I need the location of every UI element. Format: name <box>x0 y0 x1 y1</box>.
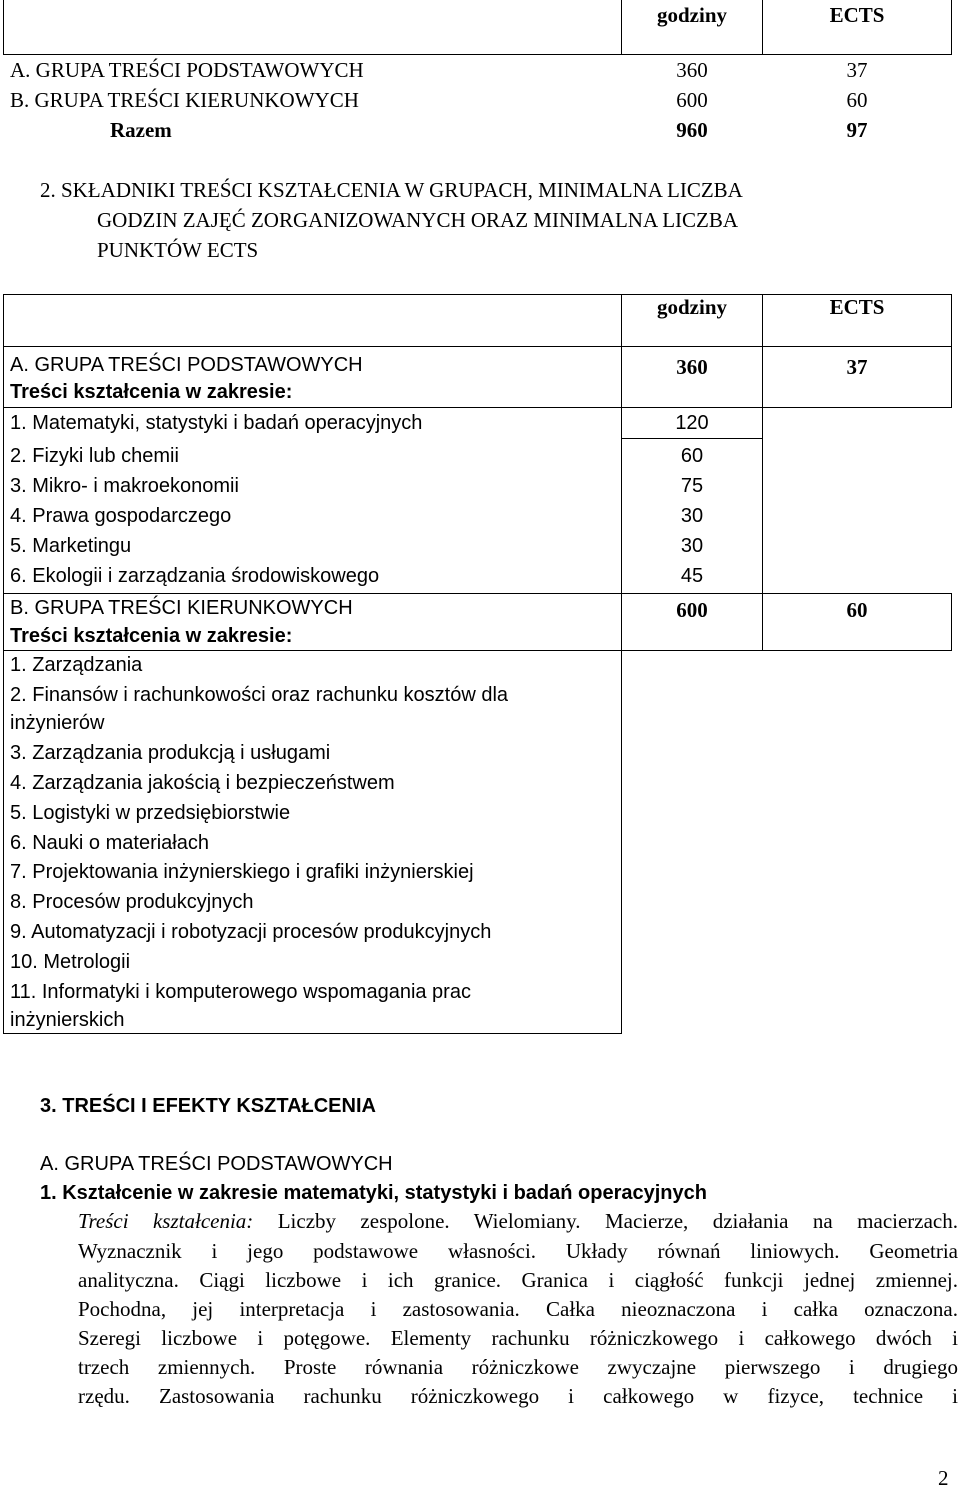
section3-subsection-title: 1. Kształcenie w zakresie matematyki, statystyki i badań operacyjnych <box>40 1182 707 1204</box>
table2-groupA-title: A. GRUPA TREŚCI PODSTAWOWYCH <box>10 354 363 376</box>
table1-header-ects: ECTS <box>829 3 885 27</box>
list-item: 4. Prawa gospodarczego <box>10 505 232 527</box>
list-item-hours: 45 <box>680 565 704 587</box>
section3-paragraph-line: analityczna. Ciągi liczbowe i ich granice. Granica i ciągłość funkcji jednej zmiennej. <box>78 1268 958 1292</box>
section3-paragraph-line: Treści kształcenia: Liczby zespolone. Wielomiany. Macierze, działania na macierzach. <box>78 1209 958 1233</box>
section2-title-line1: 2. SKŁADNIKI TREŚCI KSZTAŁCENIA W GRUPACH, MINIMALNA LICZBA <box>40 178 743 202</box>
list-item: 5. Logistyki w przedsiębiorstwie <box>10 802 291 824</box>
section2-title-line2: GODZIN ZAJĘĆ ZORGANIZOWANYCH ORAZ MINIMALNA LICZBA <box>97 208 739 232</box>
table2-groupA-godziny: 360 <box>676 355 708 379</box>
list-item: 5. Marketingu <box>10 535 132 557</box>
list-item: 9. Automatyzacji i robotyzacji procesów produkcyjnych <box>10 921 492 943</box>
section3-paragraph-line: Szeregi liczbowe i potęgowe. Elementy rachunku różniczkowego i całkowego dwóch i <box>78 1326 958 1350</box>
list-item: 4. Zarządzania jakością i bezpieczeństwem <box>10 772 395 794</box>
list-item: 6. Ekologii i zarządzania środowiskowego <box>10 565 380 587</box>
table1-header-godziny: godziny <box>656 3 727 27</box>
section3-paragraph-line: trzech zmiennych. Proste równania różniczkowe zwyczajne pierwszego i drugiego <box>78 1355 958 1379</box>
section3-paragraph-line: Wyznacznik i jego podstawowe własności. Układy równań liniowych. Geometria <box>78 1239 958 1263</box>
table2-groupB-godziny: 600 <box>676 598 708 622</box>
list-item-hours: 30 <box>680 535 704 557</box>
list-item: 3. Mikro- i makroekonomii <box>10 475 239 497</box>
list-item-hours: 30 <box>680 505 704 527</box>
table1-row-b-godziny: 600 <box>676 88 708 112</box>
list-item: 7. Projektowania inżynierskiego i grafiki inżynierskiej <box>10 861 474 883</box>
section3-lead-italic: Treści kształcenia: <box>78 1209 254 1233</box>
table1-row-a-ects: 37 <box>846 58 868 82</box>
list-item: 3. Zarządzania produkcją i usługami <box>10 742 331 764</box>
table1-row-total-ects: 97 <box>846 118 868 142</box>
list-item: 1. Zarządzania <box>10 654 143 676</box>
list-item-hours: 60 <box>680 445 704 467</box>
table2-groupB-subtitle: Treści kształcenia w zakresie: <box>10 625 293 647</box>
row-divider <box>621 438 763 439</box>
table1-label-column <box>3 0 622 55</box>
table2-groupB-title: B. GRUPA TREŚCI KIERUNKOWYCH <box>10 597 353 619</box>
section3-paragraph-line: rzędu. Zastosowania rachunku różniczkowego i całkowego w fizyce, technice i <box>78 1384 958 1408</box>
list-item: 8. Procesów produkcyjnych <box>10 891 254 913</box>
table1-row-a-godziny: 360 <box>676 58 708 82</box>
table2-header-ects: ECTS <box>829 295 885 319</box>
section3-group-title: A. GRUPA TREŚCI PODSTAWOWYCH <box>40 1153 393 1175</box>
list-item-hours: 75 <box>680 475 704 497</box>
table1-row-total-godziny: 960 <box>676 118 708 142</box>
table1-row-b-label: B. GRUPA TREŚCI KIERUNKOWYCH <box>10 88 359 112</box>
table1-row-a-label: A. GRUPA TREŚCI PODSTAWOWYCH <box>10 58 364 82</box>
list-item: 2. Finansów i rachunkowości oraz rachunku kosztów dla <box>10 684 509 706</box>
list-item: inżynierów <box>10 712 105 734</box>
list-item: inżynierskich <box>10 1009 125 1031</box>
list-item: 10. Metrologii <box>10 951 131 973</box>
page-number: 2 <box>938 1466 949 1490</box>
section3-title: 3. TREŚCI I EFEKTY KSZTAŁCENIA <box>40 1095 376 1117</box>
table1-row-b-ects: 60 <box>846 88 868 112</box>
list-item: 11. Informatyki i komputerowego wspomagania prac <box>10 981 471 1003</box>
table2-groupA-ects: 37 <box>846 355 868 379</box>
table2-header-godziny: godziny <box>656 295 727 319</box>
table1-row-total-label: Razem <box>110 118 172 142</box>
table2-groupA-subtitle: Treści kształcenia w zakresie: <box>10 381 293 403</box>
list-item: 1. Matematyki, statystyki i badań operacyjnych <box>10 412 423 434</box>
section3-paragraph-line: Pochodna, jej interpretacja i zastosowania. Całka nieoznaczona i całka oznaczona. <box>78 1297 958 1321</box>
list-item: 2. Fizyki lub chemii <box>10 445 179 467</box>
list-item-hours: 120 <box>675 412 709 434</box>
table2-groupB-ects: 60 <box>846 598 868 622</box>
section2-title-line3: PUNKTÓW ECTS <box>97 238 259 262</box>
list-item: 6. Nauki o materiałach <box>10 832 209 854</box>
